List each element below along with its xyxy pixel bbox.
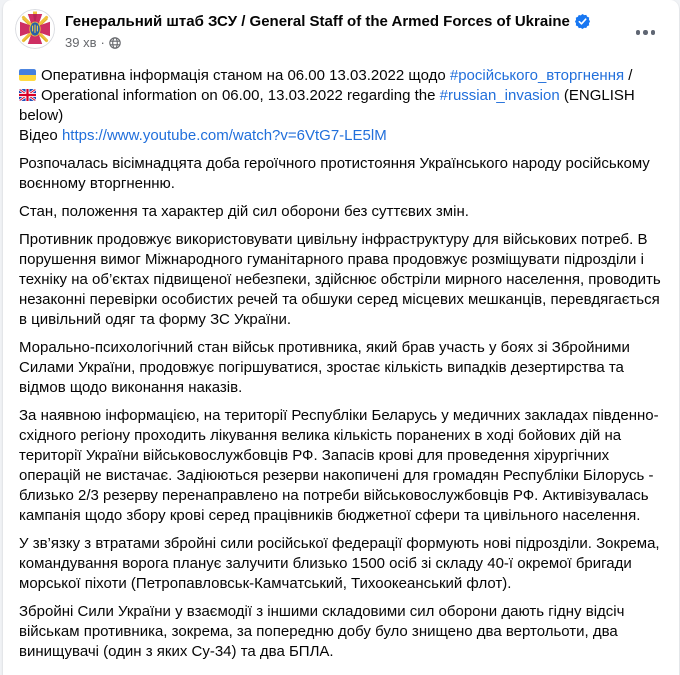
intro-ua-text: Оперативна інформація станом на 06.00 13.03.2022 щодо (41, 67, 450, 84)
hashtag-link-ua[interactable]: #російського_вторгнення (449, 67, 625, 84)
ellipsis-icon (651, 30, 656, 35)
post-paragraph: Противник продовжує використовувати цивільну інфраструктуру для військових потреб. В порушення вимог Міжнародного гуманітарного права продовжує розміщувати підрозділи і техніку на об’єктах підвищеної небезпеки, здійснює обстріли мирного населення, проводить незаконні перевірки особистих речей та обшуки серед місцевих мешканців, перевдягається в цивільний одяг та форму ЗС України. (19, 231, 661, 328)
post-content (3, 51, 679, 662)
video-url-link[interactable]: https://www.youtube.com/watch?v=6VtG7-LE5lM (61, 127, 387, 144)
uk-flag-icon (19, 89, 36, 101)
post-intro-paragraph (19, 66, 663, 146)
intro-ua-suffix: / (624, 67, 633, 84)
intro-en-suffix: (ENGLISH below) (19, 87, 635, 124)
header-meta (65, 9, 590, 51)
post-header (3, 0, 679, 51)
video-label: Відео (19, 127, 62, 144)
page-title-link[interactable]: Генеральний штаб ЗСУ / General Staff of the Armed Forces of Ukraine (65, 13, 570, 30)
post-paragraph: За наявною інформацією, на території Республіки Беларусь у медичних закладах південно-східного регіону проходить лікування велика кількість поранених в ході бойових дій на території України військовослужбовців РФ. Запасів крові для проведення хірургічних операцій не вистачає. Задіюються резерви накопичені для громадян Республіки Білорусь - близько 2/3 резерву перенаправлено на потреби військовослужбовців РФ. Активізувалась кампанія щодо збору крові серед працівників бюджетної сфери та цивільного населення. (19, 407, 659, 524)
post-paragraph: Морально-психологічний стан військ противника, який брав участь у боях зі Збройними Силами України, продовжує погіршуватися, зростає кількість випадків дезертирства та відмов щодо виконання наказів. (19, 339, 630, 396)
ukraine-flag-icon (19, 69, 36, 81)
verified-badge-icon (575, 14, 590, 29)
ellipsis-icon (636, 30, 641, 35)
post-paragraph: Розпочалась вісімнадцята доба героїчного протистояння Українського народу російському воєнному вторгненню. (19, 155, 650, 192)
post-paragraph: У зв’язку з втратами збройні сили російської федерації формують нові підрозділи. Зокрема, командування ворога планує залучити близько 1500 осіб зі складу 40-ї окремої бригади морської піхоти (Петропавловськ-Камчатський, Тихоокеанський флот). (19, 535, 660, 592)
post-options-button[interactable] (634, 24, 658, 41)
facebook-post-card (3, 0, 679, 675)
post-paragraph: Збройні Сили України у взаємодії з іншими складовими сил оборони дають гідну відсіч військам противника, зокрема, за попередню добу було знищено два вертольоти, два винищувачі (один з яких Су-34) та два БПЛА. (19, 603, 625, 660)
intro-en-text: Operational information on 06.00, 13.03.2022 regarding the (41, 87, 440, 104)
ellipsis-icon (643, 30, 648, 35)
post-timestamp[interactable]: 39 хв (65, 35, 97, 50)
page-avatar[interactable] (15, 9, 55, 49)
post-paragraph: Стан, положення та характер дій сил оборони без суттєвих змін. (19, 203, 469, 220)
dot-separator: · (100, 35, 105, 50)
hashtag-link-en[interactable]: #russian_invasion (439, 87, 560, 104)
globe-icon (109, 37, 121, 49)
